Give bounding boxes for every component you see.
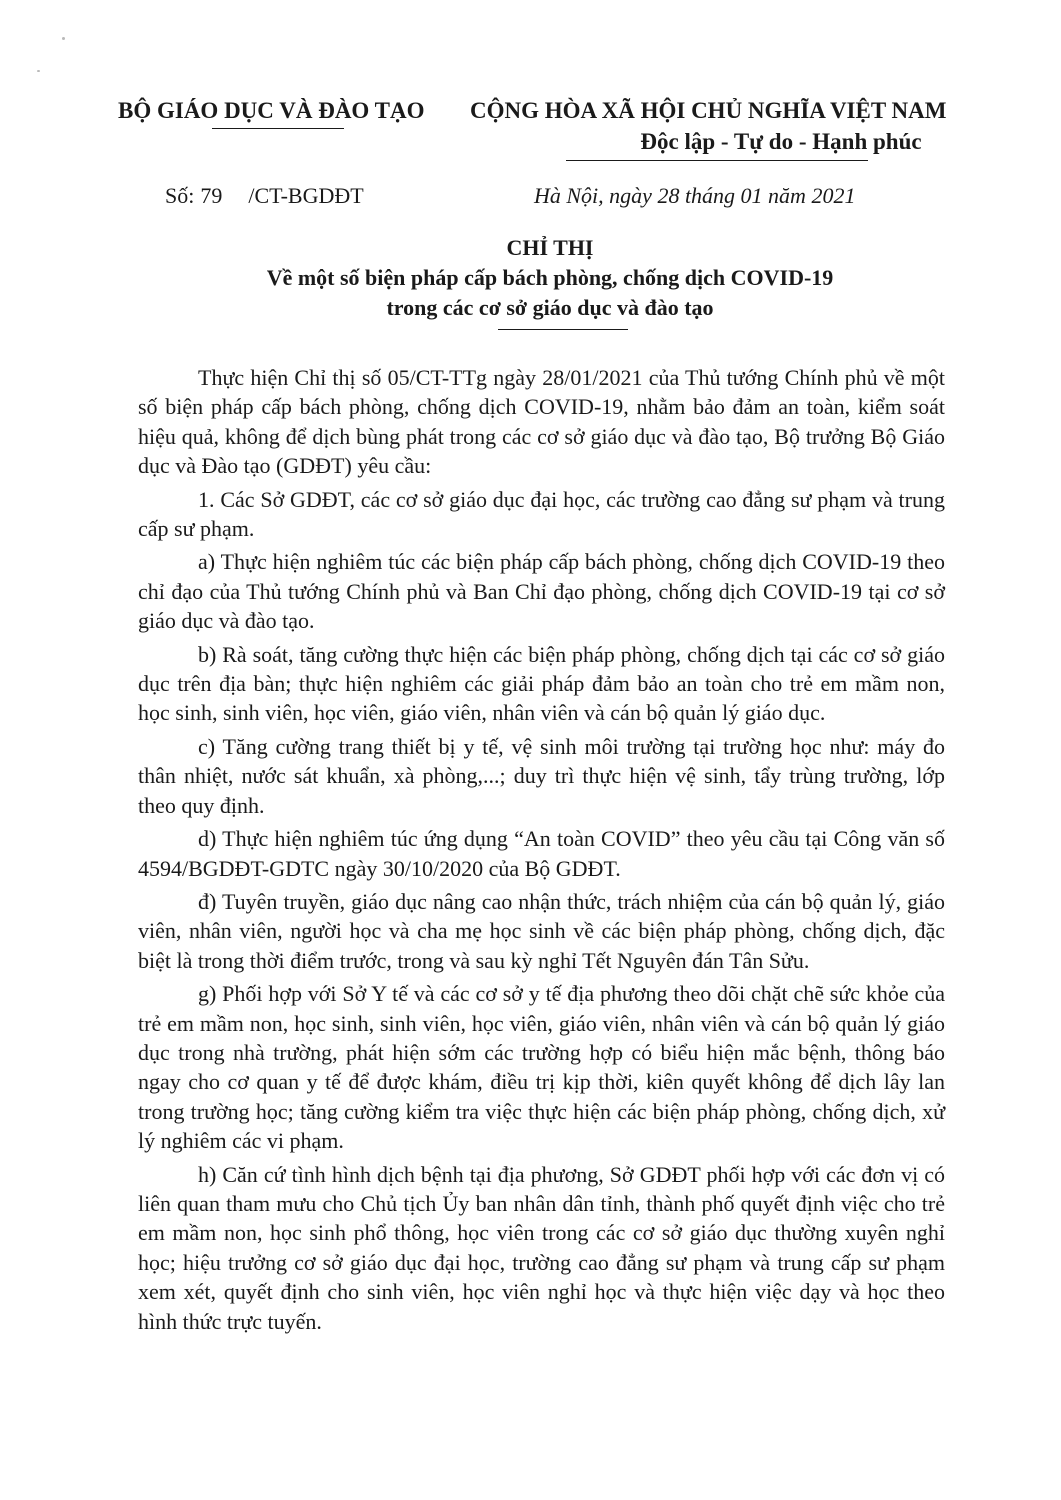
scan-speck	[62, 37, 65, 40]
title-subject-line-1: Về một số biện pháp cấp bách phòng, chống dịch COVID-19	[266, 265, 834, 290]
issuing-agency: BỘ GIÁO DỤC VÀ ĐÀO TẠO	[118, 98, 425, 123]
document-title	[0, 233, 1061, 323]
motto-underline	[566, 160, 868, 161]
title-subject-line-2: trong các cơ sở giáo dục và đào tạo	[386, 295, 714, 320]
paragraph-item-1: 1. Các Sở GDĐT, các cơ sở giáo dục đại học, các trường cao đẳng sư phạm và trung cấp sư phạm.	[138, 486, 945, 542]
paragraph-intro: Thực hiện Chỉ thị số 05/CT-TTg ngày 28/01/2021 của Thủ tướng Chính phủ về một số biện pháp cấp bách phòng, chống dịch COVID-19, nhằm bảo đảm an toàn, kiểm soát hiệu quả, không để dịch bùng phát trong các cơ sở giáo dục và đào tạo, Bộ trưởng Bộ Giáo dục và Đào tạo (GDĐT) yêu cầu:	[138, 365, 945, 479]
national-motto-row	[470, 129, 1000, 155]
national-motto: Độc lập - Tự do - Hạnh phúc	[640, 129, 922, 154]
paragraph-item-h: h) Căn cứ tình hình dịch bệnh tại địa phương, Sở GDĐT phối hợp với các đơn vị có liên quan tham mưu cho Chủ tịch Ủy ban nhân dân tỉnh, thành phố quyết định việc cho trẻ em mầm non, học sinh phổ thông, học viên trong các cơ sở giáo dục thường xuyên nghỉ học; hiệu trưởng cơ sở giáo dục đại học, trường cao đẳng sư phạm và trung cấp sư phạm xem xét, quyết định cho sinh viên, học viên nghỉ học và thực hiện việc dạy và học theo hình thức trực tuyến.	[138, 1161, 945, 1334]
number-value: 79	[200, 183, 223, 208]
paragraph-item-a: a) Thực hiện nghiêm túc các biện pháp cấp bách phòng, chống dịch COVID-19 theo chỉ đạo của Thủ tướng Chính phủ và Ban Chỉ đạo phòng, chống dịch COVID-19 tại cơ sở giáo dục và đào tạo.	[138, 549, 945, 634]
document-type: CHỈ THỊ	[506, 235, 594, 260]
title-underline	[498, 329, 628, 330]
agency-underline	[212, 128, 344, 129]
paragraph-item-c: c) Tăng cường trang thiết bị y tế, vệ sinh môi trường tại trường học như: máy đo thân nhiệt, nước sát khuẩn, xà phòng,...; duy trì thực hiện vệ sinh, tẩy trùng trường, lớp theo quy định.	[138, 733, 945, 818]
paragraph-item-d: d) Thực hiện nghiêm túc ứng dụng “An toàn COVID” theo yêu cầu tại Công văn số 4594/BGDĐT-GDTC ngày 30/10/2020 của Bộ GDĐT.	[138, 826, 945, 881]
paragraph-item-dd: đ) Tuyên truyền, giáo dục nâng cao nhận thức, trách nhiệm của cán bộ quản lý, giáo viên, nhân viên, người học và cha mẹ học sinh về các biện pháp phòng, chống dịch, đặc biệt là trong thời điểm trước, trong và sau kỳ nghỉ Tết Nguyên đán Tân Sửu.	[138, 888, 945, 973]
document-number	[165, 183, 364, 209]
scan-speck	[37, 70, 40, 72]
document-body	[138, 363, 945, 1340]
number-suffix: /CT-BGDĐT	[248, 183, 364, 208]
paragraph-item-b: b) Rà soát, tăng cường thực hiện các biện pháp phòng, chống dịch tại các cơ sở giáo dục trên địa bàn; thực hiện nghiêm các giải pháp đảm bảo an toàn cho trẻ em mầm non, học sinh, sinh viên, học viên, giáo viên, nhân viên và cán bộ quản lý giáo dục.	[138, 641, 945, 726]
number-prefix: Số:	[165, 183, 195, 208]
place-and-date: Hà Nội, ngày 28 tháng 01 năm 2021	[534, 183, 856, 208]
national-title: CỘNG HÒA XÃ HỘI CHỦ NGHĨA VIỆT NAM	[470, 98, 947, 123]
paragraph-item-g: g) Phối hợp với Sở Y tế và các cơ sở y tế địa phương theo dõi chặt chẽ sức khỏe của trẻ em mầm non, học sinh, sinh viên, học viên, giáo viên, nhân viên và cán bộ quản lý giáo dục trong nhà trường, phát hiện sớm các trường hợp có biểu hiện mắc bệnh, thông báo ngay cho cơ quan y tế để được khám, điều trị kịp thời, kiên quyết không để dịch lây lan trong trường học; tăng cường kiểm tra việc thực hiện các biện pháp phòng, chống dịch, xử lý nghiêm các vi phạm.	[138, 981, 945, 1154]
